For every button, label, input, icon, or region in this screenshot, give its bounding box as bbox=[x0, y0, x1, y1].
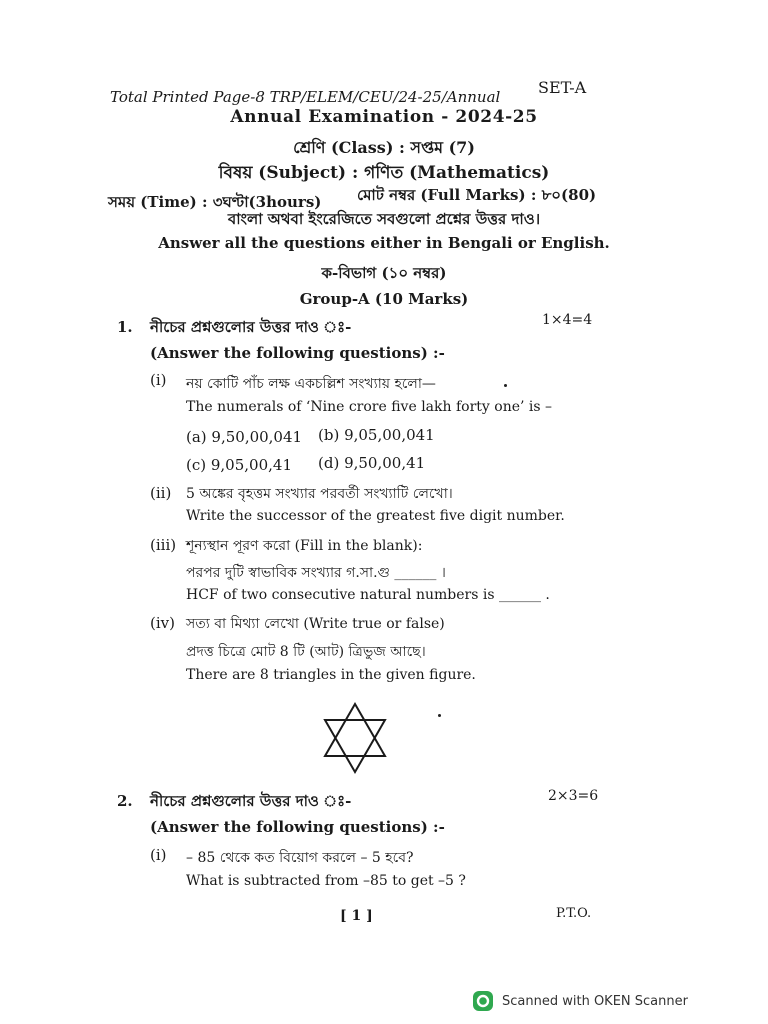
instruction-english: Answer all the questions either in Bengali or English. bbox=[158, 234, 610, 252]
q1-iii-text-english: HCF of two consecutive natural numbers is ______ . bbox=[186, 587, 550, 603]
q1-iii-text-bengali-2: পরপর দুটি স্বাভাবিক সংখ্যার গ.সা.গু ______ । bbox=[186, 565, 446, 581]
pto-label: P.T.O. bbox=[556, 906, 592, 921]
scanner-watermark-text: Scanned with OKEN Scanner bbox=[502, 993, 688, 1009]
scan-speck bbox=[504, 384, 507, 387]
q1-iv-text-english: There are 8 triangles in the given figure. bbox=[186, 667, 476, 683]
set-label: SET-A bbox=[538, 78, 587, 97]
scan-speck bbox=[438, 714, 441, 717]
page-number: [ 1 ] bbox=[340, 908, 373, 924]
question-1-number: 1. bbox=[117, 318, 133, 336]
q1-i-option-c: (c) 9,05,00,41 bbox=[186, 456, 292, 474]
q1-ii-label: (ii) bbox=[150, 484, 172, 502]
q1-ii-text-bengali: 5 অঙ্কের বৃহত্তম সংখ্যার পরবর্তী সংখ্যাটি লেখো। bbox=[186, 486, 453, 502]
q1-i-option-d: (d) 9,50,00,41 bbox=[318, 454, 426, 472]
question-1-marks: 1×4=4 bbox=[542, 312, 593, 328]
q1-iii-text-bengali: শূন্যস্থান পূরণ করো (Fill in the blank): bbox=[186, 538, 423, 554]
class-line: শ্রেণি (Class) : সপ্তম (7) bbox=[293, 138, 475, 157]
q2-i-label: (i) bbox=[150, 846, 167, 864]
question-1-heading-bengali: নীচের প্রশ্নগুলোর উত্তর দাও ঃ- bbox=[150, 318, 352, 336]
q1-i-text-english: The numerals of ‘Nine crore five lakh forty one’ is – bbox=[186, 399, 553, 415]
q1-ii-text-english: Write the successor of the greatest five digit number. bbox=[186, 508, 565, 524]
group-heading-bengali: ক-বিভাগ (১০ নম্বর) bbox=[321, 264, 447, 282]
group-heading-english: Group-A (10 Marks) bbox=[299, 290, 469, 308]
star-of-david-figure bbox=[322, 702, 388, 774]
question-1-heading-english: (Answer the following questions) :- bbox=[150, 344, 445, 362]
time-line: সময় (Time) : ৩ঘণ্টা(3hours) bbox=[108, 193, 322, 211]
q2-i-text-bengali: – 85 থেকে কত বিয়োগ করলে – 5 হবে? bbox=[186, 850, 414, 866]
q1-i-option-b: (b) 9,05,00,041 bbox=[318, 426, 435, 444]
q1-iv-text-bengali: সত্য বা মিথ্যা লেখো (Write true or false) bbox=[186, 616, 445, 632]
q1-i-option-a: (a) 9,50,00,041 bbox=[186, 428, 303, 446]
full-marks-line: মোট নম্বর (Full Marks) : ৮০(80) bbox=[357, 186, 597, 204]
printed-page-info: Total Printed Page-8 TRP/ELEM/CEU/24-25/Annual bbox=[110, 88, 501, 106]
q1-iii-label: (iii) bbox=[150, 536, 177, 554]
scanner-watermark bbox=[472, 990, 688, 1012]
q1-iv-label: (iv) bbox=[150, 614, 175, 632]
instruction-bengali: বাংলা অথবা ইংরেজিতে সবগুলো প্রশ্নের উত্তর দাও। bbox=[227, 210, 541, 228]
exam-title: Annual Examination - 2024-25 bbox=[230, 107, 538, 127]
q1-i-text-bengali: নয় কোটি পাঁচ লক্ষ একচল্লিশ সংখ্যায় হলো— bbox=[186, 376, 436, 392]
q2-i-text-english: What is subtracted from –85 to get –5 ? bbox=[186, 873, 466, 889]
q1-i-label: (i) bbox=[150, 371, 167, 389]
question-2-heading-english: (Answer the following questions) :- bbox=[150, 818, 445, 836]
question-2-number: 2. bbox=[117, 792, 133, 810]
oken-scanner-logo-icon bbox=[472, 990, 494, 1012]
question-2-marks: 2×3=6 bbox=[548, 788, 599, 804]
question-2-heading-bengali: নীচের প্রশ্নগুলোর উত্তর দাও ঃ- bbox=[150, 792, 352, 810]
q1-iv-text-bengali-2: প্রদত্ত চিত্রে মোট 8 টি (আট) ত্রিভুজ আছে। bbox=[186, 644, 426, 660]
subject-line: বিষয় (Subject) : গণিত (Mathematics) bbox=[218, 163, 550, 183]
